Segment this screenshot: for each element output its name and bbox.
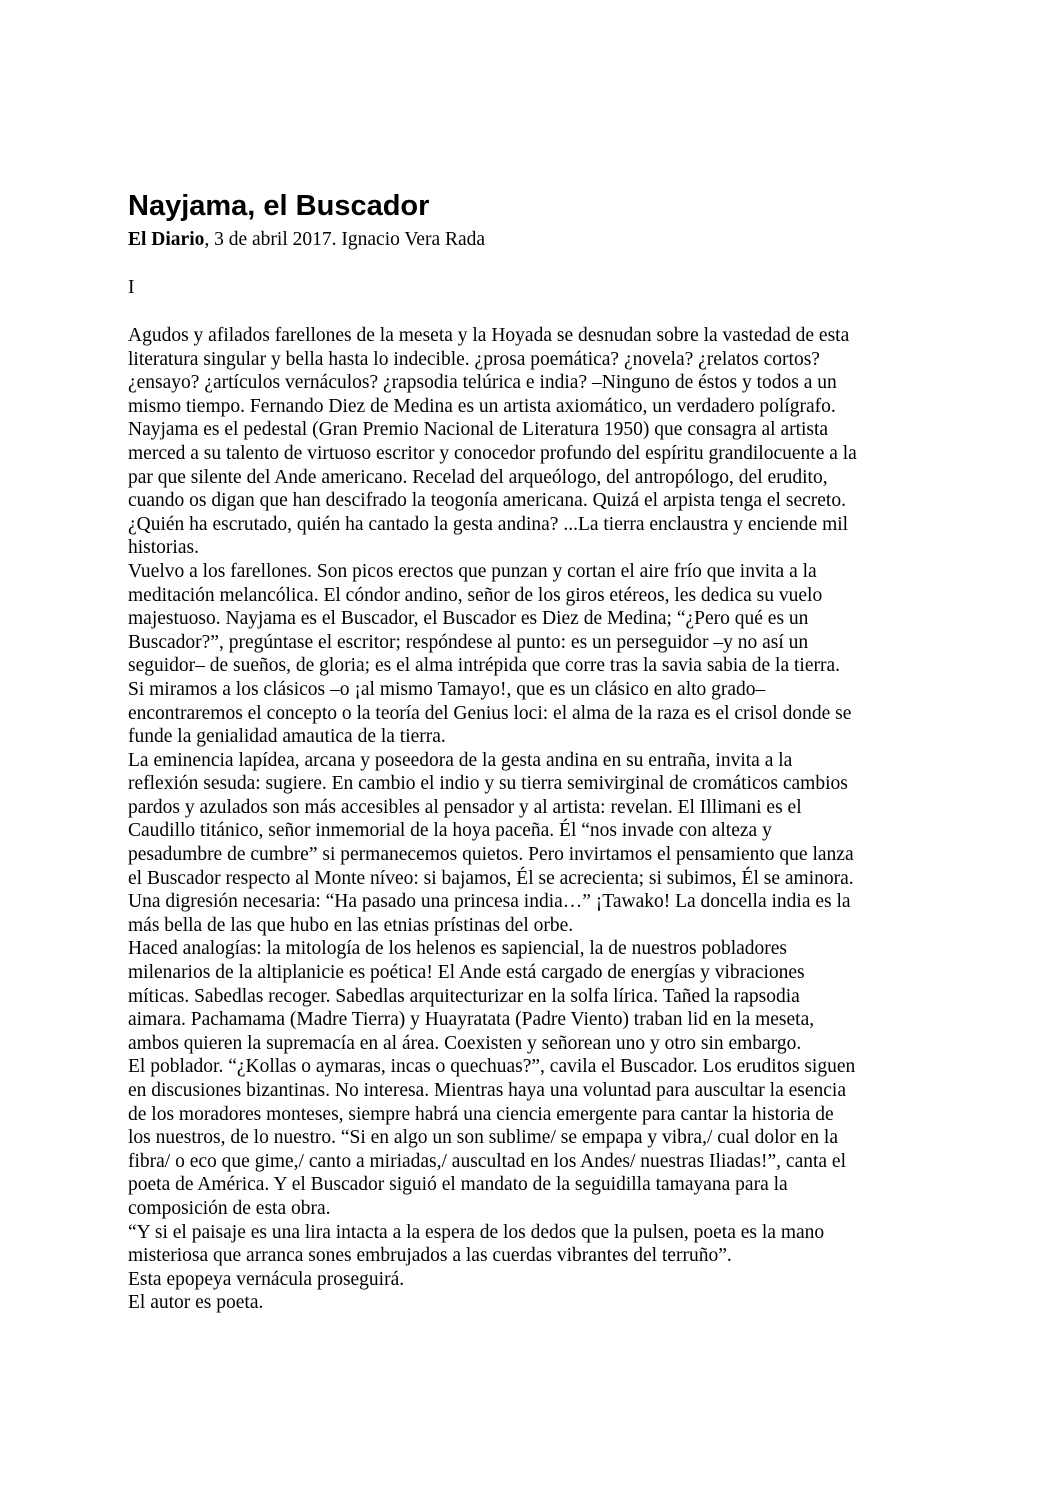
body-line: de los moradores monteses, siempre habrá una ciencia emergente para cantar la historia de xyxy=(128,1103,834,1125)
body-line: Caudillo titánico, señor inmemorial de la hoya paceña. Él “nos invade con alteza y xyxy=(128,820,772,842)
body-line: los nuestros, de lo nuestro. “Si en algo un son sublime/ se empapa y vibra,/ cual dolor en la xyxy=(128,1127,838,1149)
body-line: par que silente del Ande americano. Recelad del arqueólogo, del antropólogo, del erudito, xyxy=(128,466,828,488)
section-number: I xyxy=(128,277,135,298)
body-line: Esta epopeya vernácula proseguirá. xyxy=(128,1268,405,1290)
body-line: cuando os digan que han descifrado la teogonía americana. Quizá el arpista tenga el secreto. xyxy=(128,490,846,512)
body-line: pesadumbre de cumbre” si permanecemos quietos. Pero invirtamos el pensamiento que lanza xyxy=(128,844,854,866)
body-line: funde la genialidad amautica de la tierra. xyxy=(128,726,446,748)
body-line: “Y si el paisaje es una lira intacta a la espera de los dedos que la pulsen, poeta es la mano xyxy=(128,1221,825,1243)
body-line: míticas. Sabedlas recoger. Sabedlas arquitecturizar en la solfa lírica. Tañed la rapsodia xyxy=(128,985,800,1007)
body-line: milenarios de la altiplanicie es poética! El Ande está cargado de energías y vibraciones xyxy=(128,962,805,984)
body-line: literatura singular y bella hasta lo indecible. ¿prosa poemática? ¿novela? ¿relatos cortos? xyxy=(128,348,820,370)
body-line: pardos y azulados son más accesibles al pensador y al artista: revelan. El Illimani es el xyxy=(128,796,802,818)
body-line: composición de esta obra. xyxy=(128,1197,331,1219)
byline-source: El Diario xyxy=(128,229,205,250)
body-line: ¿Quién ha escrutado, quién ha cantado la gesta andina? ...La tierra enclaustra y enciende mil xyxy=(128,513,849,535)
body-line: El autor es poeta. xyxy=(128,1292,264,1314)
body-line: ambos quieren la supremacía en al área. Coexisten y señorean uno y otro sin embargo. xyxy=(128,1032,802,1054)
body-line: Vuelvo a los farellones. Son picos erectos que punzan y cortan el aire frío que invita a la xyxy=(128,560,817,582)
body-line: Buscador?”, pregúntase el escritor; respóndese al punto: es un perseguidor –y no así un xyxy=(128,631,809,653)
body-line: Si miramos a los clásicos –o ¡al mismo Tamayo!, que es un clásico en alto grado– xyxy=(128,678,766,700)
body-line: más bella de las que hubo en las etnias prístinas del orbe. xyxy=(128,914,574,936)
body-line: Nayjama es el pedestal (Gran Premio Nacional de Literatura 1950) que consagra al artista xyxy=(128,419,829,441)
body-line: El poblador. “¿Kollas o aymaras, incas o quechuas?”, cavila el Buscador. Los eruditos siguen xyxy=(128,1056,856,1078)
body-line: La eminencia lapídea, arcana y poseedora de la gesta andina en su entraña, invita a la xyxy=(128,749,793,771)
article-body xyxy=(128,324,928,1315)
body-line: mismo tiempo. Fernando Diez de Medina es un artista axiomático, un verdadero polígrafo. xyxy=(128,395,836,417)
body-line: el Buscador respecto al Monte níveo: si bajamos, Él se acrecienta; si subimos, Él se aminora. xyxy=(128,867,854,889)
body-line: majestuoso. Nayjama es el Buscador, el Buscador es Diez de Medina; “¿Pero qué es un xyxy=(128,608,809,630)
body-line: ¿ensayo? ¿artículos vernáculos? ¿rapsodia telúrica e india? –Ninguno de éstos y todos a un xyxy=(128,372,837,394)
article-title: Nayjama, el Buscador xyxy=(128,190,430,222)
body-line: Haced analogías: la mitología de los helenos es sapiencial, la de nuestros pobladores xyxy=(128,938,788,960)
body-line: poeta de América. Y el Buscador siguió el mandato de la seguidilla tamayana para la xyxy=(128,1174,788,1196)
body-line: encontraremos el concepto o la teoría del Genius loci: el alma de la raza es el crisol donde se xyxy=(128,702,852,724)
byline-details: , 3 de abril 2017. Ignacio Vera Rada xyxy=(204,229,486,250)
body-line: en discusiones bizantinas. No interesa. Mientras haya una voluntad para auscultar la esencia xyxy=(128,1080,846,1101)
article xyxy=(128,188,928,1315)
body-line: reflexión sesuda: sugiere. En cambio el indio y su tierra semivirginal de cromáticos cambios xyxy=(128,773,848,795)
body-line: aimara. Pachamama (Madre Tierra) y Huayratata (Padre Viento) traban lid en la meseta, xyxy=(128,1009,815,1031)
byline xyxy=(128,228,928,252)
body-line: fibra/ o eco que gime,/ canto a miriadas,/ auscultad en los Andes/ nuestras Iliadas!”, canta el xyxy=(128,1150,846,1172)
body-line: seguidor– de sueños, de gloria; es el alma intrépida que corre tras la savia sabia de la tierra. xyxy=(128,655,841,677)
body-line: merced a su talento de virtuoso escritor y conocedor profundo del espíritu grandilocuente a la xyxy=(128,442,857,464)
body-line: meditación melancólica. El cóndor andino, señor de los giros etéreos, les dedica su vuelo xyxy=(128,584,823,606)
body-line: misteriosa que arranca sones embrujados a las cuerdas vibrantes del terruño”. xyxy=(128,1245,732,1267)
body-line: Una digresión necesaria: “Ha pasado una princesa india…” ¡Tawako! La doncella india es la xyxy=(128,891,851,913)
body-line: Agudos y afilados farellones de la meseta y la Hoyada se desnudan sobre la vastedad de esta xyxy=(128,325,850,346)
body-line: historias. xyxy=(128,537,199,559)
